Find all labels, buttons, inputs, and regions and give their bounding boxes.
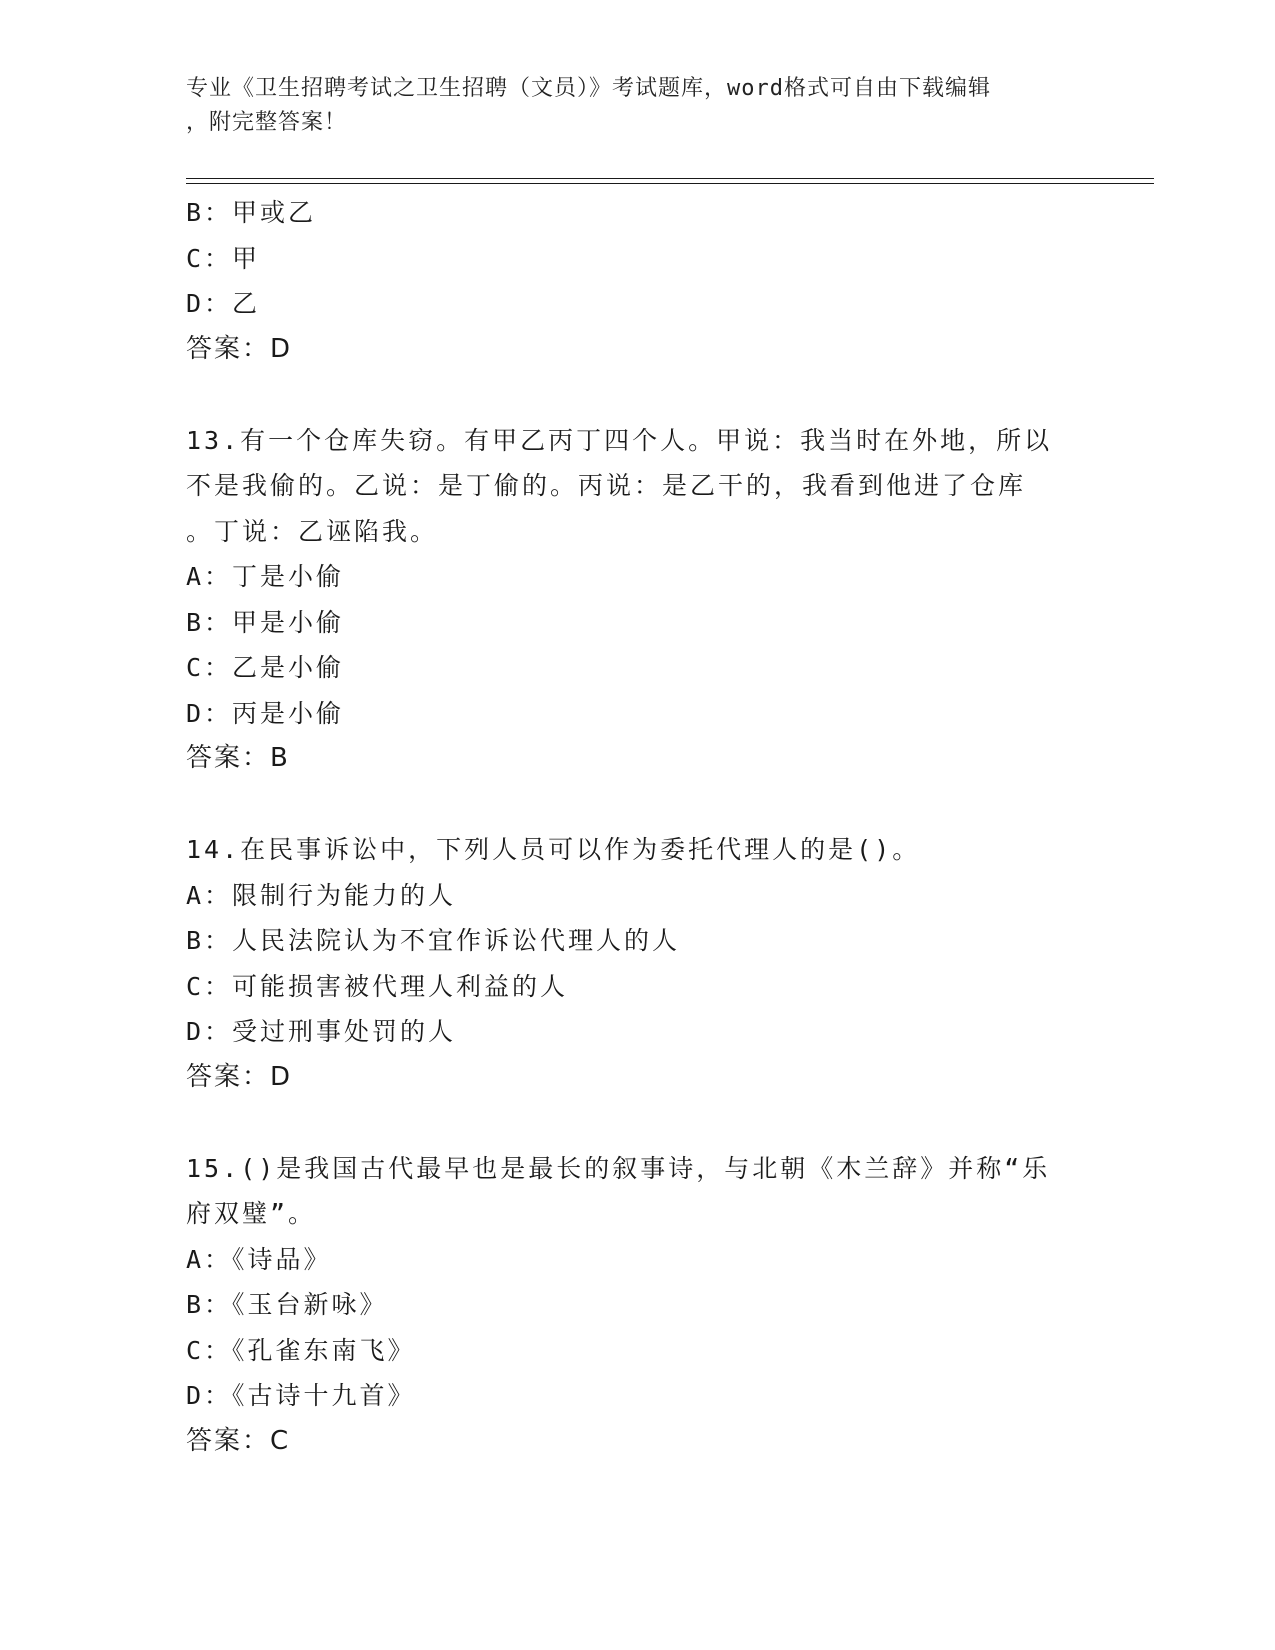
- option-d: D：受过刑事处罚的人: [186, 1017, 457, 1046]
- question-content: [186, 190, 1086, 1464]
- answer: 答案：D: [186, 1061, 293, 1092]
- page-header: [186, 72, 1086, 140]
- option-b: B：《玉台新咏》: [186, 1290, 388, 1319]
- question-stem-line: 不是我偷的。乙说：是丁偷的。丙说：是乙干的，我看到他进了仓库: [186, 471, 1027, 500]
- question-12: [186, 190, 1086, 372]
- option-b: B：人民法院认为不宜作诉讼代理人的人: [186, 926, 681, 955]
- option-d: D：《古诗十九首》: [186, 1381, 416, 1410]
- header-title-line-1: 专业《卫生招聘考试之卫生招聘（文员）》考试题库，word格式可自由下载编辑: [186, 76, 991, 101]
- header-divider-top: [186, 178, 1154, 179]
- question-stem-line: 14.在民事诉讼中，下列人员可以作为委托代理人的是()。: [186, 835, 921, 864]
- question-stem-line: 府双璧”。: [186, 1199, 317, 1228]
- option-c: C：《孔雀东南飞》: [186, 1335, 416, 1365]
- option-d: D：丙是小偷: [186, 698, 345, 728]
- option-b: B：甲是小偷: [186, 607, 345, 637]
- spacer: [186, 372, 1086, 418]
- question-stem-line: 13.有一个仓库失窃。有甲乙丙丁四个人。甲说：我当时在外地，所以: [186, 425, 1053, 455]
- option-b: B：甲或乙: [186, 198, 317, 227]
- option-a: A：丁是小偷: [186, 562, 345, 591]
- header-title-line-2: ，附完整答案！: [186, 110, 348, 135]
- question-13: [186, 418, 1086, 782]
- option-a: A：限制行为能力的人: [186, 880, 457, 910]
- spacer: [186, 782, 1086, 828]
- spacer: [186, 1100, 1086, 1146]
- answer: 答案：D: [186, 333, 293, 364]
- option-c: C：可能损害被代理人利益的人: [186, 971, 569, 1001]
- answer: 答案：C: [186, 1425, 291, 1456]
- answer: 答案：B: [186, 743, 290, 773]
- question-stem-line: 。丁说：乙诬陷我。: [186, 516, 439, 546]
- header-divider-bottom: [186, 183, 1154, 184]
- option-c: C：乙是小偷: [186, 653, 345, 682]
- option-c: C：甲: [186, 243, 261, 273]
- option-a: A：《诗品》: [186, 1244, 332, 1274]
- question-15: [186, 1146, 1086, 1465]
- question-stem-line: 15.()是我国古代最早也是最长的叙事诗，与北朝《木兰辞》并称“乐: [186, 1153, 1051, 1183]
- question-14: [186, 827, 1086, 1100]
- option-d: D：乙: [186, 289, 261, 318]
